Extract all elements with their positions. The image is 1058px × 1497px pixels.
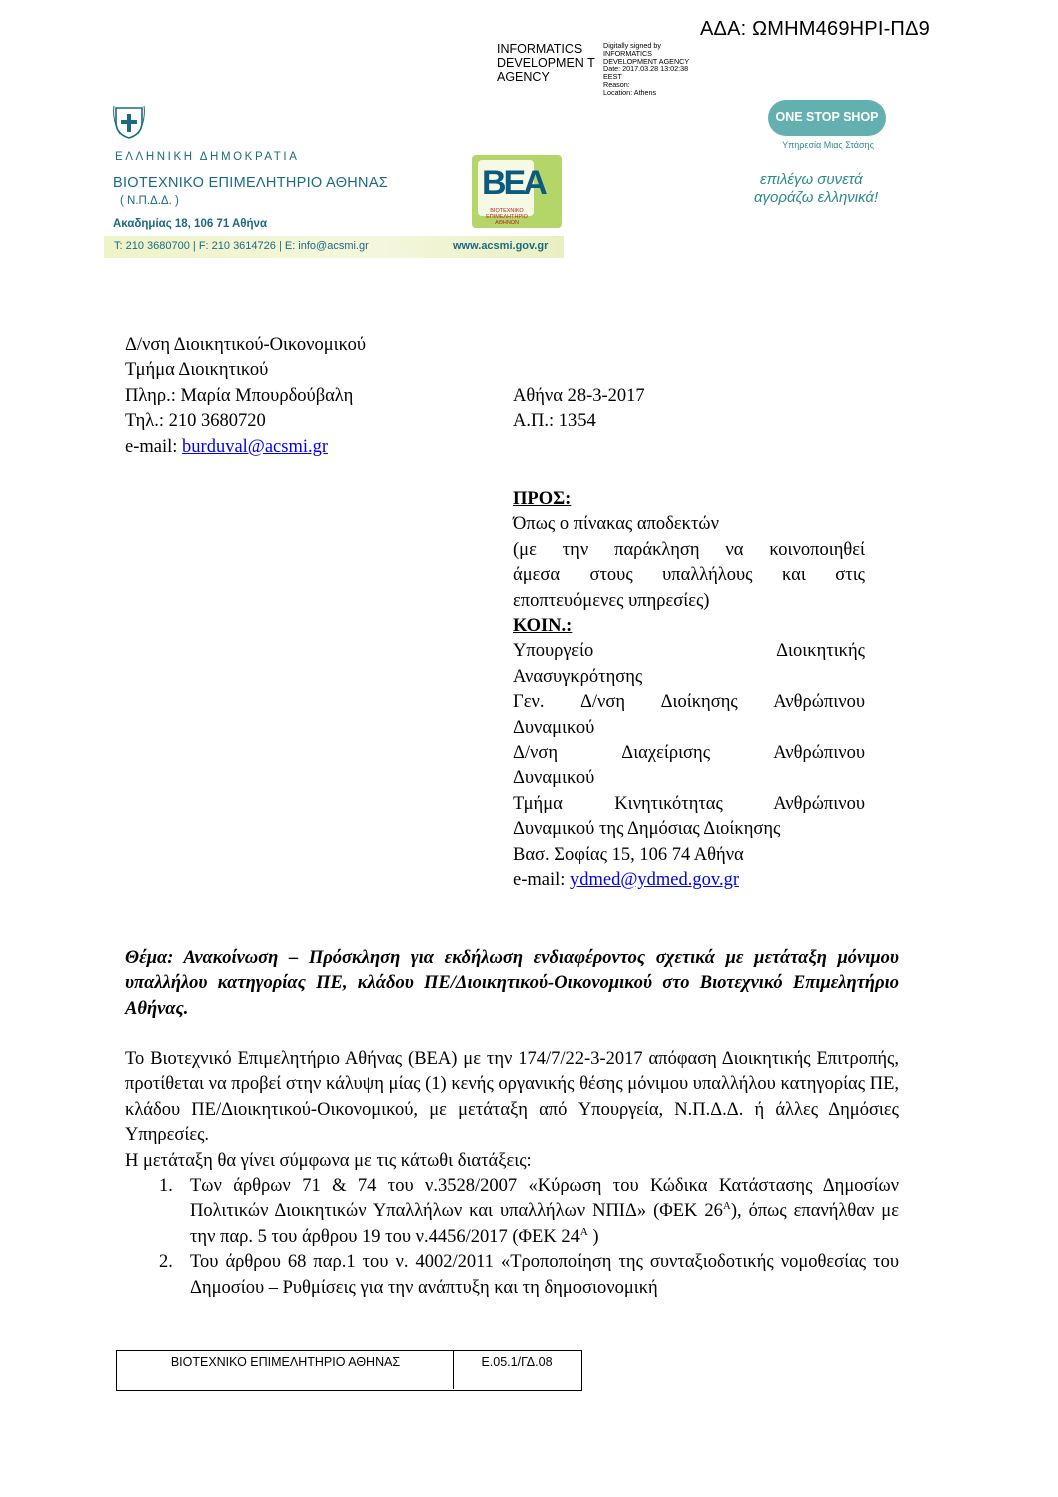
signature-detail-line: EEST [603, 72, 622, 82]
sender-email-line [125, 435, 505, 460]
sender-email-link[interactable]: burduval@acsmi.gr [182, 436, 329, 457]
sender-email-label: e-mail: [125, 436, 183, 457]
cc-heading: ΚΟΙΝ.: [513, 616, 573, 637]
cc-email-line [513, 868, 865, 893]
cc-email-link[interactable]: ydmed@ydmed.gov.gr [570, 870, 739, 891]
cc-line: Τμήμα Κινητικότητας Ανθρώπινου [513, 793, 865, 814]
recipients-block [513, 487, 865, 894]
footer-divider [453, 1350, 454, 1389]
greek-emblem-icon [112, 100, 146, 140]
footer-organization: ΒΙΟΤΕΧΝΙΚΟ ΕΠΙΜΕΛΗΤΗΡΙΟ ΑΘΗΝΑΣ [170, 1355, 401, 1369]
letter-date: Αθήνα 28-3-2017 [513, 386, 645, 406]
contact-info: Τ: 210 3680700 | F: 210 3614726 | E: info@acsmi.gr [114, 240, 369, 252]
body-intro: Η μετάταξη θα γίνει σύμφωνα με τις κάτωθι διατάξεις: [125, 1150, 532, 1171]
to-line: εποπτευόμενες υπηρεσίες) [513, 590, 710, 611]
list-item-text: ) [587, 1226, 599, 1247]
chamber-address: Ακαδημίας 18, 106 71 Αθήνα [113, 218, 268, 230]
to-heading: ΠΡΟΣ: [513, 489, 572, 509]
protocol-number: Α.Π.: 1354 [513, 411, 596, 432]
signature-detail-line: Digitally signed by [603, 41, 661, 50]
website-link[interactable]: www.acsmi.gov.gr [453, 240, 549, 252]
cc-line: Δ/νση Διαχείρισης Ανθρώπινου [513, 743, 865, 764]
ada-code: ΑΔΑ: ΩΜΗΜ469ΗΡΙ-ΠΔ9 [700, 18, 930, 40]
cc-line: Υπουργείο Διοικητικής [513, 641, 865, 662]
sender-contact-person: Πληρ.: Μαρία Μπουρδούβαλη [125, 385, 354, 406]
sender-phone: Τηλ.: 210 3680720 [125, 411, 266, 432]
superscript: Α [579, 1225, 588, 1238]
chamber-name: ΒΙΟΤΕΧΝΙΚΟ ΕΠΙΜΕΛΗΤΗΡΙΟ ΑΘΗΝΑΣ [113, 175, 389, 191]
slogan-line-1: επιλέγω συνετά [760, 171, 863, 188]
one-stop-shop-subtitle: Υπηρεσία Μιας Στάσης [782, 140, 874, 150]
list-item-text: Των άρθρων 71 & 74 του ν.3528/2007 «Κύρωση του Κώδικα Κατάστασης Δημοσίων Πολιτικών Διοικητικών Υπαλλήλων και υπαλλήλων ΝΠΙΔ» (ΦΕΚ 26 [190, 1176, 899, 1222]
signature-detail-line: INFORMATICS [603, 48, 652, 58]
list-item-number: 1. [159, 1176, 173, 1197]
cc-line: Δυναμικού [513, 768, 595, 789]
date-block [513, 384, 813, 435]
to-line: Όπως ο πίνακας αποδεκτών [513, 514, 719, 535]
superscript: Α [722, 1200, 731, 1213]
cc-line: Δυναμικού της Δημόσιας Διοίκησης [513, 819, 781, 840]
subject-line: Θέμα: Ανακοίνωση – Πρόσκληση για εκδήλωση ενδιαφέροντος σχετικά με μετάταξη μόνιμου υπαλλήλου κατηγορίας ΠΕ, κλάδου ΠΕ/Διοικητικού-Οικονομικού στο Βιοτεχνικό Επιμελητήριο Αθήνας. [125, 948, 899, 1019]
list-item-text: Του άρθρου 68 παρ.1 του ν. 4002/2011 «Τροποποίηση της συνταξιοδοτικής νομοθεσίας του Δημοσίου – Ρυθμίσεις για την ανάπτυξη και τη δημοσιονομική [190, 1252, 899, 1298]
signature-detail-line: DEVELOPMENT AGENCY [603, 56, 690, 66]
bea-logo-subtitle: ΒΙΟΤΕΧΝΙΚΟ ΕΠΙΜΕΛΗΤΗΡΙΟ ΑΘΗΝΩΝ [486, 208, 528, 226]
signature-detail-line: Location: Athens [603, 87, 657, 97]
slogan-line-2: αγοράζω ελληνικά! [754, 189, 879, 206]
cc-line: Γεν. Δ/νση Διοίκησης Ανθρώπινου [513, 692, 865, 713]
cc-email-label: e-mail: [513, 870, 571, 891]
to-line: (με την παράκληση να κοινοποιηθεί [513, 539, 865, 560]
letter-body [125, 1047, 899, 1301]
signature-details [603, 42, 723, 97]
cc-line: Ανασυγκρότησης [513, 666, 643, 687]
body-paragraph: Το Βιοτεχνικό Επιμελητήριο Αθήνας (ΒΕΑ) με την 174/7/22-3-2017 απόφαση Διοικητικής Επιτροπής, προτίθεται να προβεί στην κάλυψη μίας (1) κενής οργανικής θέσης μόνιμου υπαλλήλου κατηγορίας ΠΕ, κλάδου ΠΕ/Διοικητικού-Οικονομικού, με μετάταξη από Υπουργεία, Ν.Π.Δ.Δ. ή άλλες Δημόσιες Υπηρεσίες. [125, 1049, 899, 1146]
to-line: άμεσα στους υπαλλήλους και στις [513, 565, 865, 586]
sender-department: Δ/νση Διοικητικού-Οικονομικού [125, 335, 366, 355]
list-item-number: 2. [159, 1252, 173, 1273]
sender-section: Τμήμα Διοικητικού [125, 360, 269, 381]
bea-logo-letters: ΒΕΑ [482, 164, 545, 202]
list-item-text: ), όπως επανήλθαν με την παρ. 5 του άρθρου 19 του ν.4456/2017 (ΦΕΚ 24 [190, 1201, 899, 1247]
list-item [125, 1250, 899, 1301]
cc-line: Βασ. Σοφίας 15, 106 74 Αθήνα [513, 844, 744, 865]
sender-block [125, 333, 505, 460]
republic-label: ΕΛΛΗΝΙΚΗ ΔΗΜΟΚΡΑΤΙΑ [115, 151, 300, 163]
list-item [125, 1174, 899, 1250]
signature-name: INFORMATICS DEVELOPMEN T AGENCY [497, 42, 595, 84]
signature-detail-line: Reason: [603, 79, 630, 89]
signature-detail-line: Date: 2017.03.28 13:02:38 [603, 64, 689, 74]
chamber-abbreviation: ( Ν.Π.Δ.Δ. ) [120, 195, 179, 207]
cc-line: Δυναμικού [513, 717, 595, 738]
one-stop-shop-label: ONE STOP SHOP [775, 110, 879, 124]
footer-document-code: Ε.05.1/ΓΔ.08 [481, 1355, 553, 1369]
